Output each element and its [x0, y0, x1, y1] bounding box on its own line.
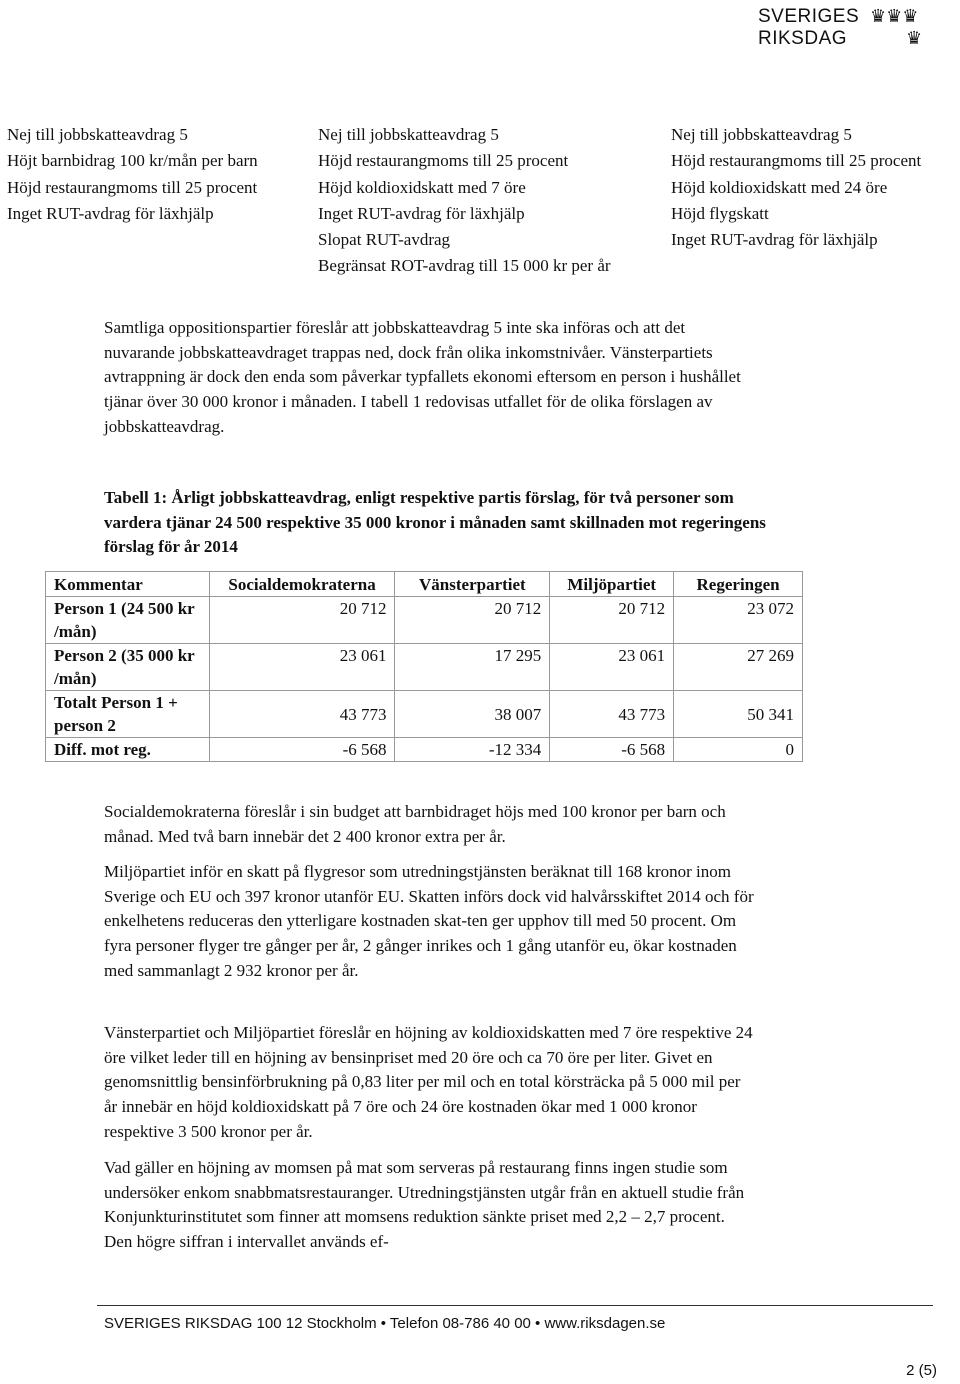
proposal-item: Höjd koldioxidskatt med 7 öre	[318, 177, 526, 197]
paragraph-restaurangmoms: Vad gäller en höjning av momsen på mat som serveras på restaurang finns ingen studie som undersöker enkom snabbmatsrestauranger. Utredningstjänsten utgår från en aktuell studie från Konjunkturinstitutet som finner att momsens reduktion sänkte priset med 2,2 – 2,7 procent. Den högre siffran i intervallet används ef-	[104, 1158, 745, 1252]
table-header-cell: Kommentar	[46, 572, 210, 597]
proposal-item: Begränsat ROT-avdrag till 15 000 kr per år	[318, 256, 611, 276]
table-cell: 23 061	[209, 644, 395, 691]
table-cell: 0	[674, 738, 803, 762]
proposal-item: Höjd flygskatt	[671, 203, 769, 223]
logo-text-line1: SVERIGES	[758, 6, 860, 27]
table-cell: 27 269	[674, 644, 803, 691]
proposal-item: Höjt barnbidrag 100 kr/mån per barn	[7, 151, 258, 171]
table-cell: 23 072	[674, 597, 803, 644]
row-label: Diff. mot reg.	[46, 738, 210, 762]
table-cell: -6 568	[209, 738, 395, 762]
proposal-item: Inget RUT-avdrag för läxhjälp	[7, 203, 214, 223]
table-title: Tabell 1: Årligt jobbskatteavdrag, enligt respektive partis förslag, för två personer som vardera tjänar 24 500 respektive 35 000 kronor i månaden samt skillnaden mot regeringens förslag för år 2014	[104, 488, 766, 556]
riksdag-logo	[758, 4, 938, 50]
proposal-column-s	[7, 122, 258, 227]
table-row	[46, 691, 803, 738]
table-row	[46, 738, 803, 762]
proposal-item: Nej till jobbskatteavdrag 5	[318, 125, 499, 144]
table-row	[46, 597, 803, 644]
table-cell: 17 295	[395, 644, 550, 691]
proposal-item: Inget RUT-avdrag för läxhjälp	[671, 230, 878, 250]
table-cell: 38 007	[395, 691, 550, 738]
paragraph-flygskatt: Miljöpartiet inför en skatt på flygresor som utredningstjänsten beräknat till 168 kronor inom Sverige och EU och 397 kronor utanför EU. Skatten införs dock vid halvårsskiftet 2014 och för enkelhetens reduceras den ytterligare kostnaden skat-ten ger upphov till med 50 procent. Om fyra personer flyger tre gånger per år, 2 gånger inrikes och 1 gång utanför eu, ökar kostnaden med sammanlagt 2 932 kronor per år.	[104, 862, 754, 980]
row-label: Totalt Person 1 + person 2	[46, 691, 210, 738]
proposal-column-mp	[671, 122, 921, 253]
proposal-item: Höjd restaurangmoms till 25 procent	[318, 151, 569, 171]
table-cell: 20 712	[395, 597, 550, 644]
table-cell: 23 061	[550, 644, 674, 691]
table-cell: 50 341	[674, 691, 803, 738]
table-header-cell: Miljöpartiet	[550, 572, 674, 597]
paragraph-koldioxidskatt: Vänsterpartiet och Miljöpartiet föreslår en höjning av koldioxidskatten med 7 öre respektive 24 öre vilket leder till en höjning av bensinpriset med 20 öre och ca 70 öre per liter. Givet en genomsnittlig bensinförbrukning på 0,83 liter per mil och en total körsträcka på 5 000 mil per år innebär en höjd koldioxidskatt på 7 öre och 24 öre kostnaden ökar med 1 000 kronor respektive 3 500 kronor per år.	[104, 1023, 753, 1141]
proposal-item: Slopat RUT-avdrag	[318, 230, 451, 250]
table-cell: 43 773	[209, 691, 395, 738]
logo-text-line2: RIKSDAG	[758, 28, 848, 49]
proposal-item: Nej till jobbskatteavdrag 5	[7, 125, 188, 144]
tax-deduction-table	[45, 571, 803, 762]
footer-text: SVERIGES RIKSDAG 100 12 Stockholm • Telefon 08-786 40 00 • www.riksdagen.se	[104, 1315, 666, 1332]
proposal-column-v	[318, 122, 611, 280]
page-number: 2 (5)	[906, 1362, 937, 1379]
crown-icon-row1: ♛♛♛	[870, 6, 919, 26]
table-header-row	[46, 572, 803, 597]
table-cell: 43 773	[550, 691, 674, 738]
footer-divider	[97, 1305, 933, 1306]
row-label: Person 2 (35 000 kr /mån)	[46, 644, 210, 691]
table-row	[46, 644, 803, 691]
table-cell: -12 334	[395, 738, 550, 762]
intro-paragraph: Samtliga oppositionspartier föreslår att jobbskatteavdrag 5 inte ska införas och att det nuvarande jobbskatteavdraget trappas ned, dock från olika inkomstnivåer. Vänsterpartiets avtrappning är dock den enda som påverkar typfallets ekonomi eftersom en person i hushållet tjänar över 30 000 kronor i månaden. I tabell 1 redovisas utfallet för de olika förslagen av jobbskatteavdrag.	[104, 318, 741, 436]
table-cell: 20 712	[550, 597, 674, 644]
proposal-item: Höjd restaurangmoms till 25 procent	[671, 151, 922, 171]
table-header-cell: Regeringen	[674, 572, 803, 597]
crown-icon-row2: ♛	[906, 28, 923, 48]
proposal-item: Inget RUT-avdrag för läxhjälp	[318, 203, 525, 223]
proposal-item: Höjd koldioxidskatt med 24 öre	[671, 177, 888, 197]
table-header-cell: Vänsterpartiet	[395, 572, 550, 597]
table-cell: -6 568	[550, 738, 674, 762]
proposal-item: Nej till jobbskatteavdrag 5	[671, 125, 852, 144]
table-cell: 20 712	[209, 597, 395, 644]
paragraph-barnbidrag: Socialdemokraterna föreslår i sin budget att barnbidraget höjs med 100 kronor per barn och månad. Med två barn innebär det 2 400 kronor extra per år.	[104, 802, 726, 846]
table-header-cell: Socialdemokraterna	[209, 572, 395, 597]
proposal-item: Höjd restaurangmoms till 25 procent	[7, 177, 258, 197]
row-label: Person 1 (24 500 kr /mån)	[46, 597, 210, 644]
